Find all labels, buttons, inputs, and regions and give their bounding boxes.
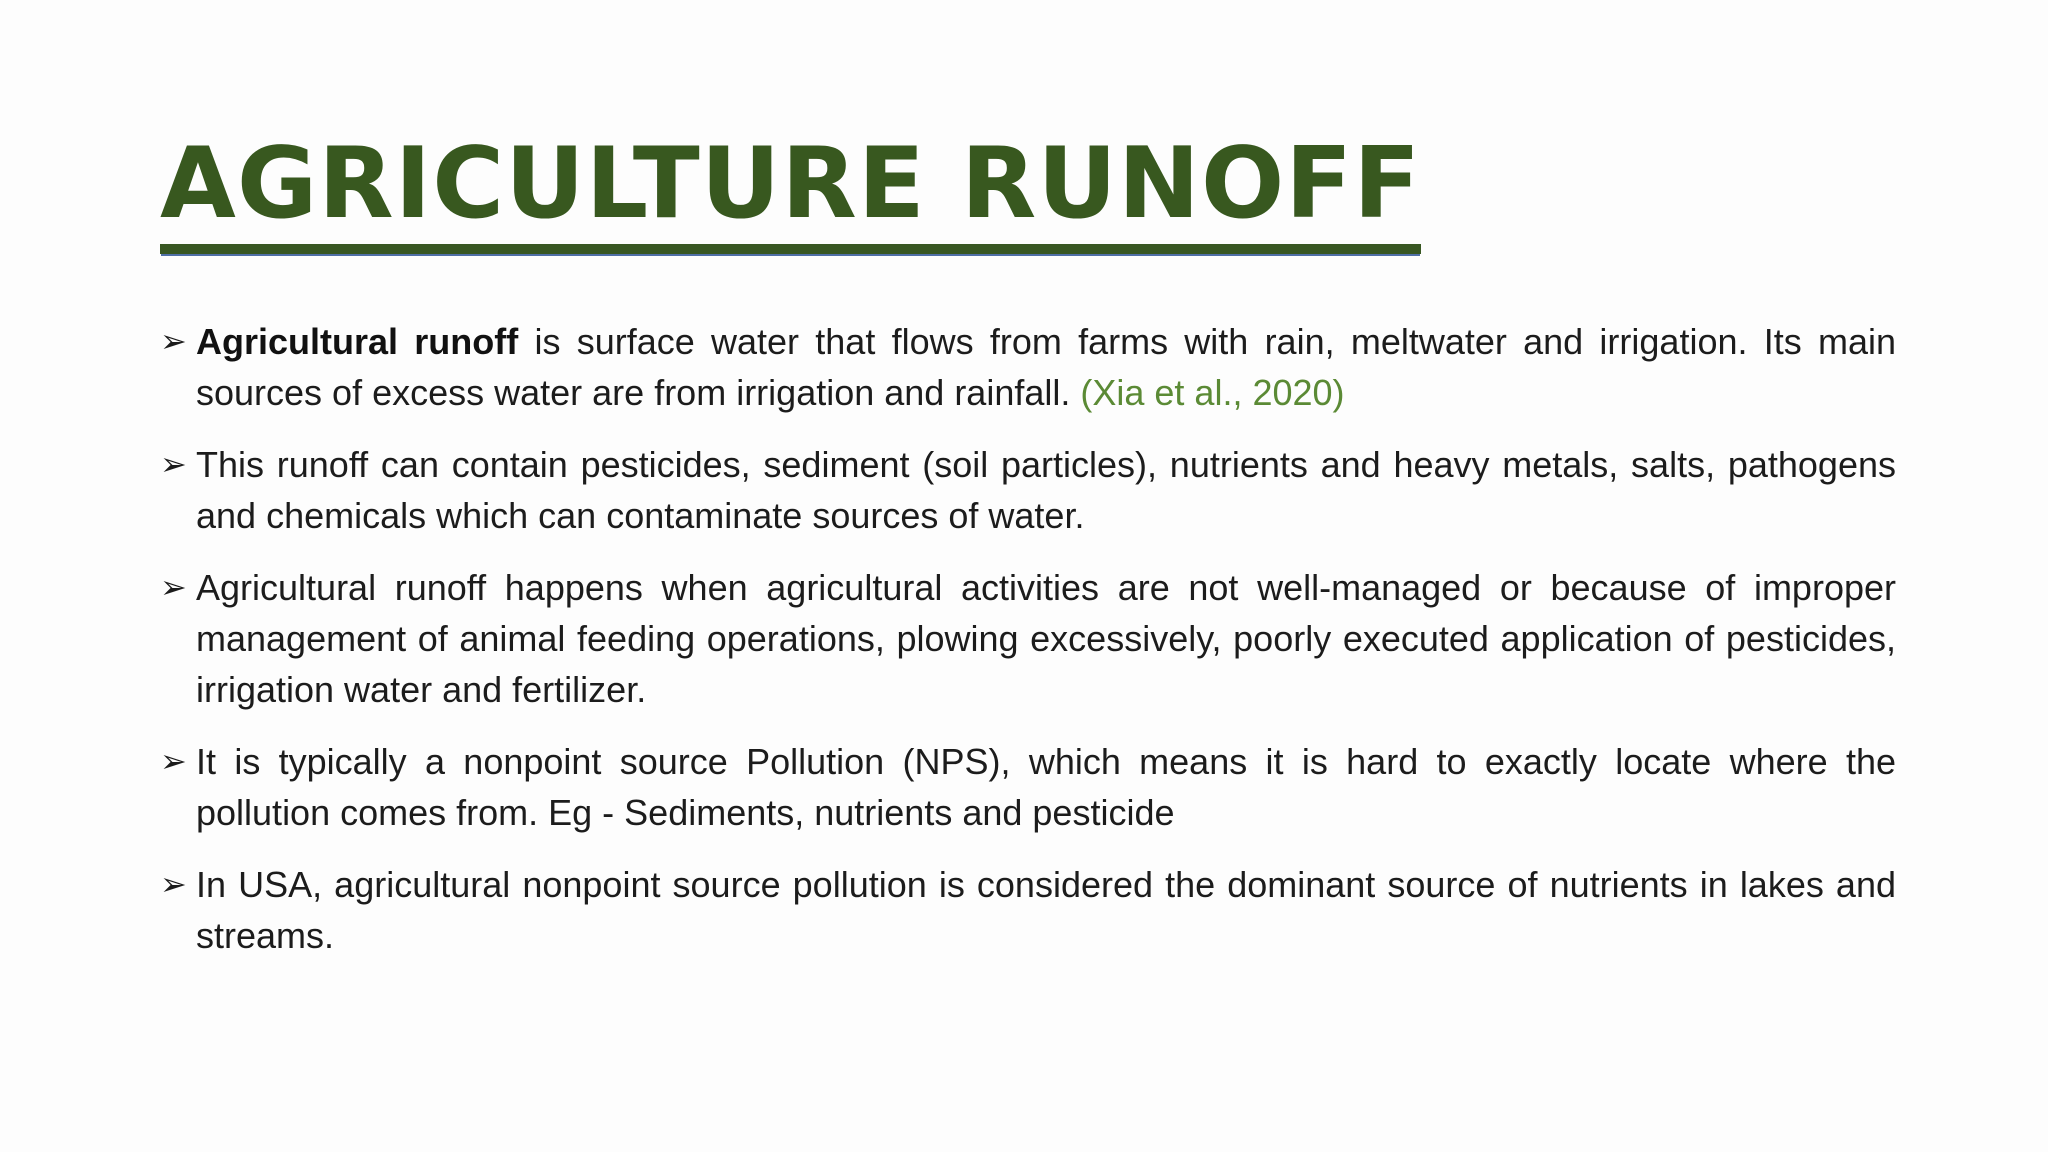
bullet-text: is surface water that flows from farms with rain, meltwater and irrigation. Its main sources of excess water are from irrigation and rainfall. [196, 321, 1897, 413]
arrowhead-bullet-icon: ➢ [160, 568, 187, 606]
bullet-item [160, 439, 1896, 541]
bullet-item [160, 562, 1896, 715]
bullet-text: It is typically a nonpoint source Pollution (NPS), which means it is hard to exactly locate where the pollution comes from. Eg - Sediments, nutrients and pesticide [196, 741, 1896, 833]
bullet-bold-term: Agricultural runoff [196, 321, 519, 362]
slide-title: AGRICULTURE RUNOFF [160, 130, 1421, 254]
arrowhead-bullet-icon: ➢ [160, 865, 187, 903]
arrowhead-bullet-icon: ➢ [160, 322, 187, 360]
arrowhead-bullet-icon: ➢ [160, 445, 187, 483]
bullet-text: Agricultural runoff happens when agricultural activities are not well-managed or because of improper management of animal feeding operations, plowing excessively, poorly executed application of pesticides, irrigation water and fertilizer. [196, 567, 1896, 710]
arrowhead-bullet-icon: ➢ [160, 742, 187, 780]
citation: (Xia et al., 2020) [1080, 372, 1345, 413]
bullet-item [160, 736, 1896, 838]
bullet-item [160, 316, 1896, 418]
bullet-list [160, 316, 1896, 982]
bullet-item [160, 859, 1896, 961]
bullet-text: This runoff can contain pesticides, sediment (soil particles), nutrients and heavy metals, salts, pathogens and chemicals which can contaminate sources of water. [196, 444, 1896, 536]
bullet-text: In USA, agricultural nonpoint source pollution is considered the dominant source of nutrients in lakes and streams. [196, 864, 1896, 956]
